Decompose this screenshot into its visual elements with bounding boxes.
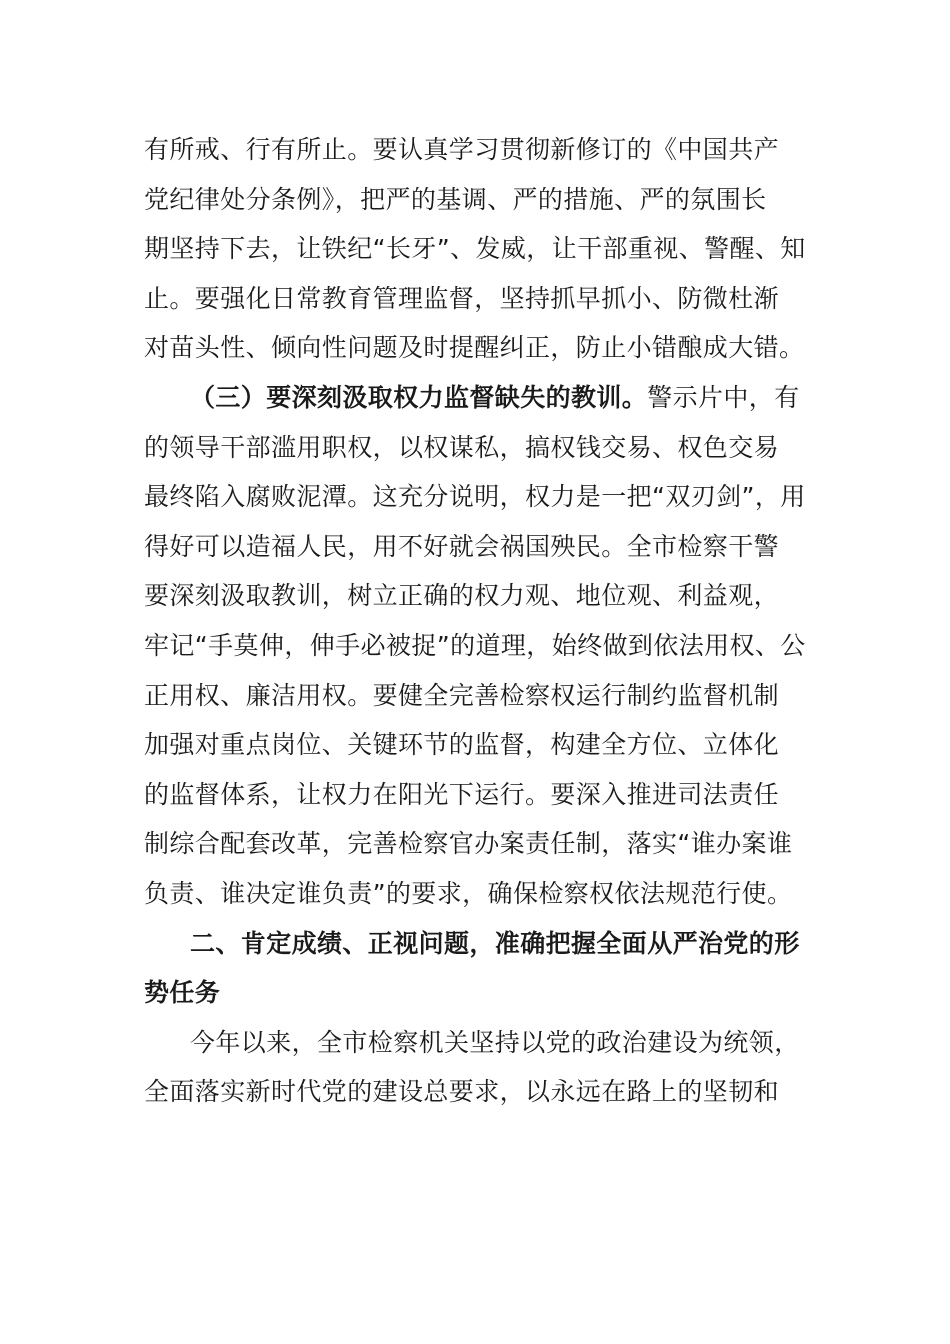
text-line: 负责、谁决定谁负责”的要求，确保检察权依法规范行使。 bbox=[144, 878, 793, 908]
text-line bbox=[144, 373, 824, 423]
text-line: 党纪律处分条例》，把严的基调、严的措施、严的氛围长 bbox=[144, 184, 767, 214]
text-line: 加强对重点岗位、关键环节的监督，构建全方位、立体化 bbox=[144, 730, 780, 760]
heading-line: 势任务 bbox=[144, 978, 221, 1008]
text-line: 的领导干部滥用职权，以权谋私，搞权钱交易、权色交易 bbox=[144, 432, 780, 462]
paragraph-this-year bbox=[144, 1018, 824, 1117]
text-line: 全面落实新时代党的建设总要求，以永远在路上的坚韧和 bbox=[144, 1077, 780, 1107]
text-line: 有所戒、行有所止。要认真学习贯彻新修订的《中国共产 bbox=[144, 135, 780, 164]
text-line: 的监督体系，让权力在阳光下运行。要深入推进司法责任 bbox=[144, 779, 780, 809]
text-line: 要深刻汲取教训，树立正确的权力观、地位观、利益观， bbox=[144, 581, 780, 611]
heading-line: 二、肯定成绩、正视问题，准确把握全面从严治党的形 bbox=[190, 928, 800, 958]
subsection-heading: （三）要深刻汲取权力监督缺失的教训。 bbox=[190, 382, 648, 412]
section-heading bbox=[144, 919, 824, 1018]
text-line: 止。要强化日常教育管理监督，坚持抓早抓小、防微杜渐 bbox=[144, 283, 780, 313]
text-line: 期坚持下去，让铁纪“长牙”、发威，让干部重视、警醒、知 bbox=[144, 234, 806, 264]
text-line: 今年以来，全市检察机关坚持以党的政治建设为统领， bbox=[190, 1027, 800, 1057]
text-line: 正用权、廉洁用权。要健全完善检察权运行制约监督机制 bbox=[144, 680, 780, 710]
document-body bbox=[144, 125, 824, 1117]
paragraph-discipline bbox=[144, 125, 824, 373]
paragraph-power-supervision bbox=[144, 373, 824, 919]
text-run: 警示片中，有 bbox=[647, 382, 800, 412]
text-line: 牢记“手莫伸，伸手必被捉”的道理，始终做到依法用权、公 bbox=[144, 630, 806, 660]
text-line: 最终陷入腐败泥潭。这充分说明，权力是一把“双刃剑”，用 bbox=[144, 482, 806, 512]
text-line: 制综合配套改革，完善检察官办案责任制，落实“谁办案谁 bbox=[144, 829, 793, 859]
text-line: 对苗头性、倾向性问题及时提醒纠正，防止小错酿成大错。 bbox=[144, 333, 805, 363]
text-line: 得好可以造福人民，用不好就会祸国殃民。全市检察干警 bbox=[144, 531, 780, 561]
